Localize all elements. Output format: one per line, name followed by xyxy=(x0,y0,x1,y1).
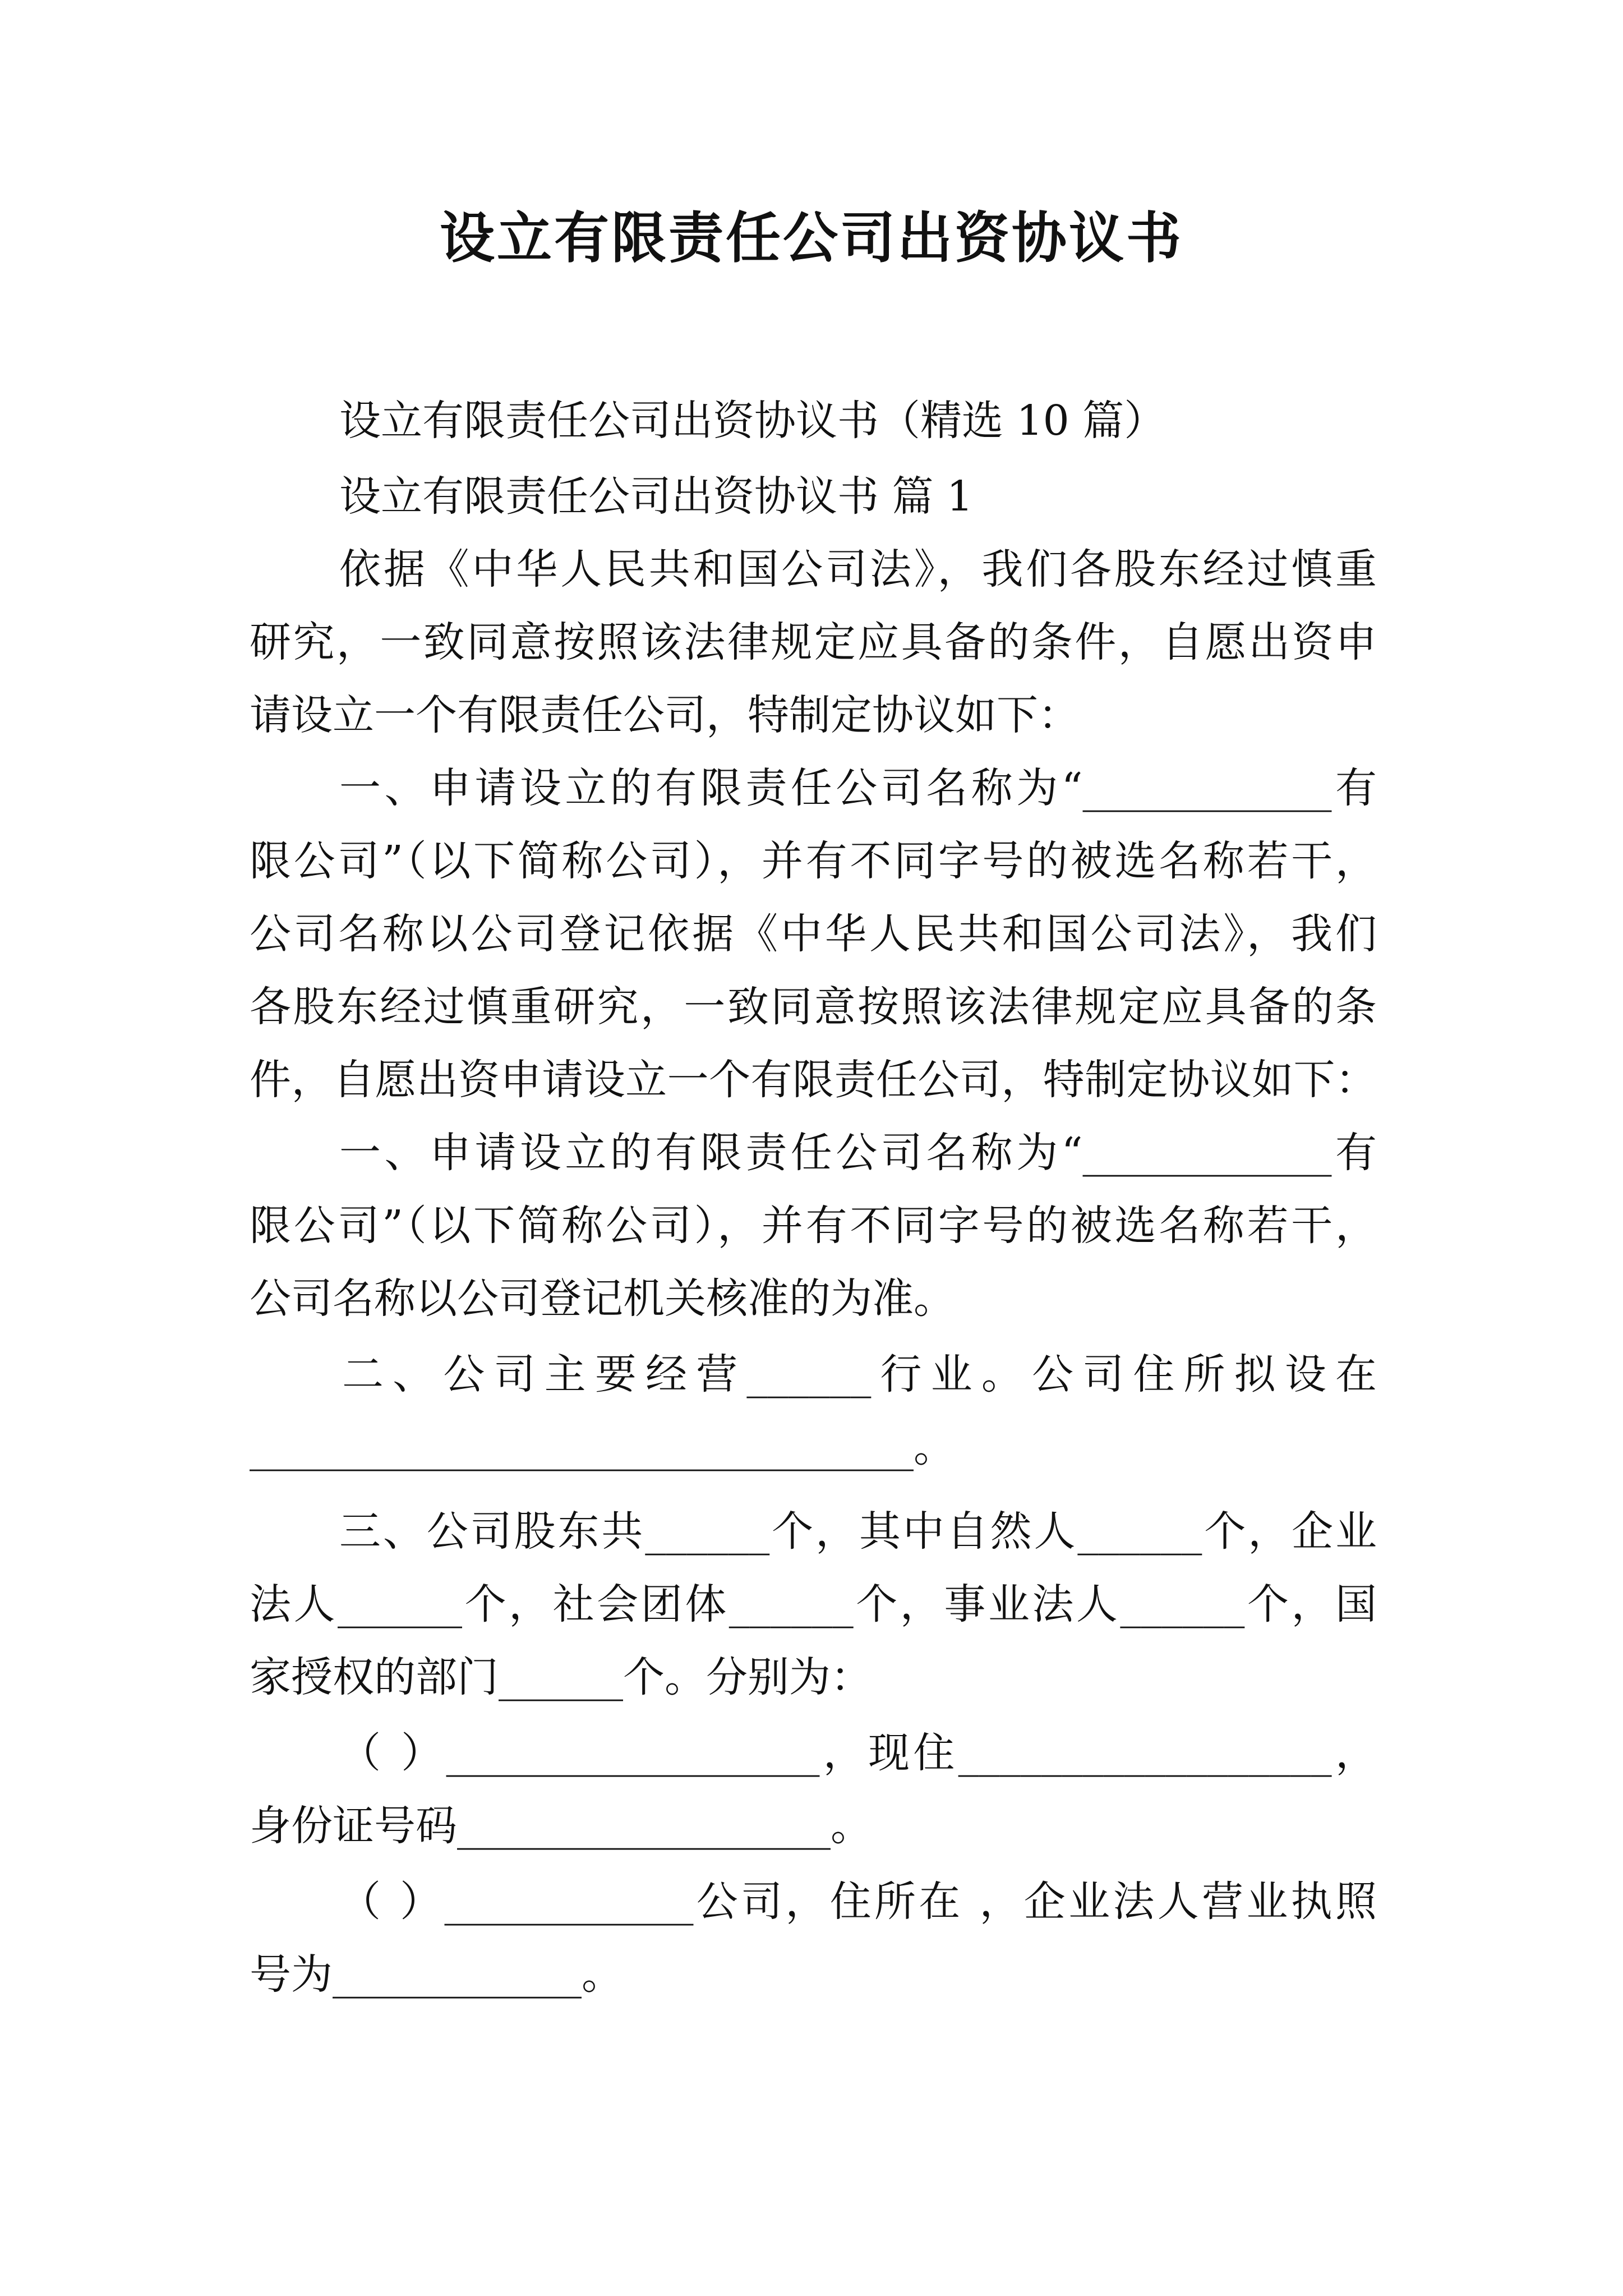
paragraph-line: 件，自愿出资申请设立一个有限责任公司，特制定协议如下： xyxy=(250,1056,1377,1104)
subtitle-line: 设立有限责任公司出资协议书（精选 10 篇） xyxy=(339,397,1166,445)
paragraph-line: 号为____________。 xyxy=(250,1950,623,1999)
paragraph-line: 一、申请设立的有限责任公司名称为“____________有 xyxy=(339,1129,1377,1177)
paragraph-line: 三、公司股东共______个，其中自然人______个，企业 xyxy=(339,1507,1377,1556)
paragraph-line: 研究，一致同意按照该法律规定应具备的条件，自愿出资申 xyxy=(250,618,1377,666)
paragraph-line: 公司名称以公司登记依据《中华人民共和国公司法》，我们 xyxy=(250,910,1377,958)
document-title: 设立有限责任公司出资协议书 xyxy=(439,206,1183,270)
paragraph-line: 依据《中华人民共和国公司法》，我们各股东经过慎重 xyxy=(339,545,1377,593)
paragraph-line: 身份证号码__________________。 xyxy=(250,1802,872,1850)
paragraph-line: 限公司”（以下简称公司），并有不同字号的被选名称若干， xyxy=(250,837,1377,885)
paragraph-line: 法人______个，社会团体______个，事业法人______个，国 xyxy=(250,1580,1377,1628)
paragraph-line: 家授权的部门______个。分别为： xyxy=(250,1653,872,1701)
paragraph-line: 一、申请设立的有限责任公司名称为“____________有 xyxy=(339,764,1377,812)
paragraph-line: 请设立一个有限责任公司，特制定协议如下： xyxy=(250,691,1080,739)
section-heading: 设立有限责任公司出资协议书 篇 1 xyxy=(339,472,974,521)
paragraph-line: 公司名称以公司登记机关核准的为准。 xyxy=(250,1274,955,1323)
paragraph-line: （ ）____________公司，住所在 ，企业法人营业执照 xyxy=(339,1878,1377,1926)
paragraph-line: ________________________________。 xyxy=(250,1423,955,1471)
paragraph-line: 限公司”（以下简称公司），并有不同字号的被选名称若干， xyxy=(250,1202,1377,1250)
paragraph-line: （ ）__________________，现住__________________， xyxy=(339,1729,1377,1777)
paragraph-line: 各股东经过慎重研究，一致同意按照该法律规定应具备的条 xyxy=(250,983,1377,1031)
paragraph-line: 二、公司主要经营______行业。公司住所拟设在 xyxy=(342,1350,1377,1398)
